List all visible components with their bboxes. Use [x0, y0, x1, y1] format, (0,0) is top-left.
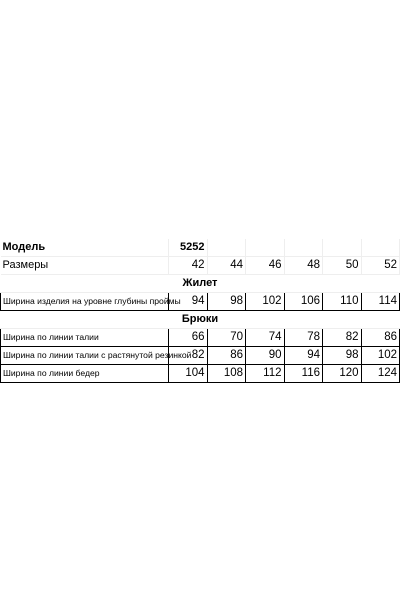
measure-value: 108	[207, 365, 246, 383]
measure-value: 82	[169, 347, 208, 365]
size-table-sheet	[0, 239, 400, 383]
measure-value: 110	[323, 293, 362, 311]
empty-cell	[284, 239, 323, 257]
model-label: Модель	[1, 239, 169, 257]
sizes-row	[1, 257, 400, 275]
measure-value: 106	[284, 293, 323, 311]
measure-value: 94	[284, 347, 323, 365]
empty-cell	[323, 239, 362, 257]
measure-value: 90	[246, 347, 285, 365]
size-header: 46	[246, 257, 285, 275]
empty-cell	[207, 239, 246, 257]
measure-value: 82	[323, 329, 362, 347]
empty-cell	[246, 239, 285, 257]
measure-value: 102	[246, 293, 285, 311]
measure-value: 98	[207, 293, 246, 311]
measure-value: 102	[361, 347, 400, 365]
measure-value: 66	[169, 329, 208, 347]
measure-value: 94	[169, 293, 208, 311]
table-row	[1, 329, 400, 347]
measure-value: 120	[323, 365, 362, 383]
measure-label: Ширина изделия на уровне глубины проймы	[1, 293, 169, 311]
measure-value: 124	[361, 365, 400, 383]
measure-label: Ширина по линии талии с растянутой резинкой	[1, 347, 169, 365]
table-row	[1, 293, 400, 311]
size-header: 50	[323, 257, 362, 275]
measure-value: 98	[323, 347, 362, 365]
model-row	[1, 239, 400, 257]
sizes-label: Размеры	[1, 257, 169, 275]
section-title-vest: Жилет	[1, 275, 400, 293]
empty-cell	[361, 239, 400, 257]
measure-value: 78	[284, 329, 323, 347]
model-value: 5252	[169, 239, 208, 257]
size-header: 42	[169, 257, 208, 275]
measure-value: 112	[246, 365, 285, 383]
measure-value: 86	[361, 329, 400, 347]
measure-value: 116	[284, 365, 323, 383]
section-header-row	[1, 311, 400, 329]
measure-value: 74	[246, 329, 285, 347]
table-row	[1, 347, 400, 365]
measure-label: Ширина по линии бедер	[1, 365, 169, 383]
measure-value: 114	[361, 293, 400, 311]
size-header: 52	[361, 257, 400, 275]
measure-value: 70	[207, 329, 246, 347]
size-table	[0, 239, 400, 383]
size-header: 44	[207, 257, 246, 275]
measure-value: 86	[207, 347, 246, 365]
measure-value: 104	[169, 365, 208, 383]
section-header-row	[1, 275, 400, 293]
measure-label: Ширина по линии талии	[1, 329, 169, 347]
section-title-trousers: Брюки	[1, 311, 400, 329]
table-row	[1, 365, 400, 383]
size-header: 48	[284, 257, 323, 275]
